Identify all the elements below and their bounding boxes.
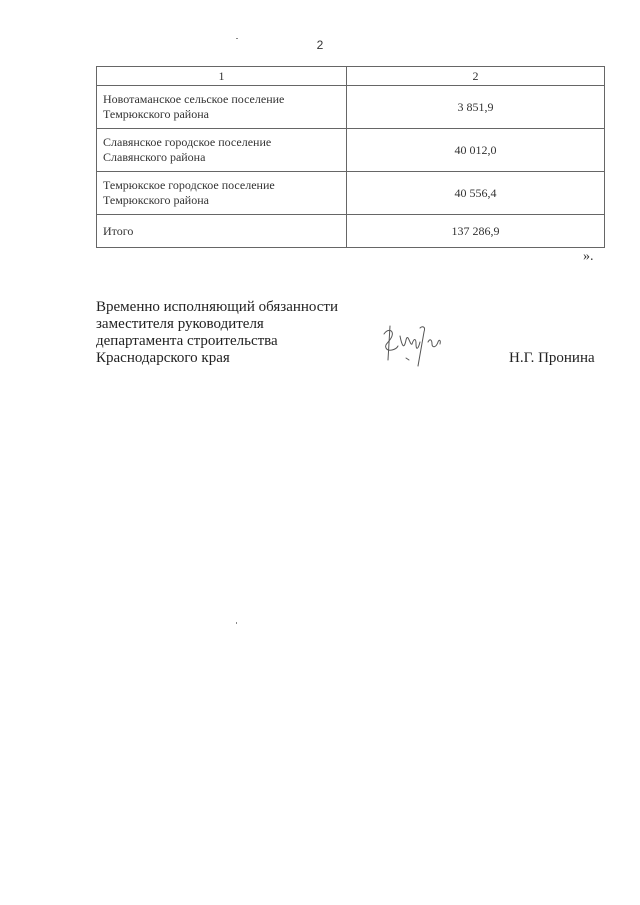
scan-speck — [236, 622, 237, 624]
table-total-row — [97, 215, 605, 248]
column-header: 1 — [97, 67, 347, 86]
settlement-name: Славянское городское поселение Славянского района — [97, 129, 347, 172]
total-label: Итого — [97, 215, 347, 248]
page-number: 2 — [316, 38, 324, 52]
table-row — [97, 86, 605, 129]
handwritten-signature — [378, 320, 448, 372]
position-line: заместителя руководителя — [96, 316, 264, 332]
signer-name: Н.Г. Пронина — [509, 350, 595, 366]
signatory-position — [96, 299, 356, 367]
table-row — [97, 129, 605, 172]
closing-quote: ». — [583, 249, 594, 264]
settlement-amount: 3 851,9 — [347, 86, 605, 129]
table-header-row — [97, 67, 605, 86]
total-amount: 137 286,9 — [347, 215, 605, 248]
table-row — [97, 172, 605, 215]
position-line: департамента строительства — [96, 333, 278, 349]
scan-speck — [236, 38, 238, 39]
allocation-table — [96, 66, 605, 248]
settlement-amount: 40 556,4 — [347, 172, 605, 215]
position-line: Временно исполняющий обязанности — [96, 299, 339, 315]
settlement-name: Новотаманское сельское поселение Темрюкского района — [97, 86, 347, 129]
settlement-name: Темрюкское городское поселение Темрюкского района — [97, 172, 347, 215]
settlement-amount: 40 012,0 — [347, 129, 605, 172]
position-line: Краснодарского края — [96, 350, 230, 366]
column-header: 2 — [347, 67, 605, 86]
